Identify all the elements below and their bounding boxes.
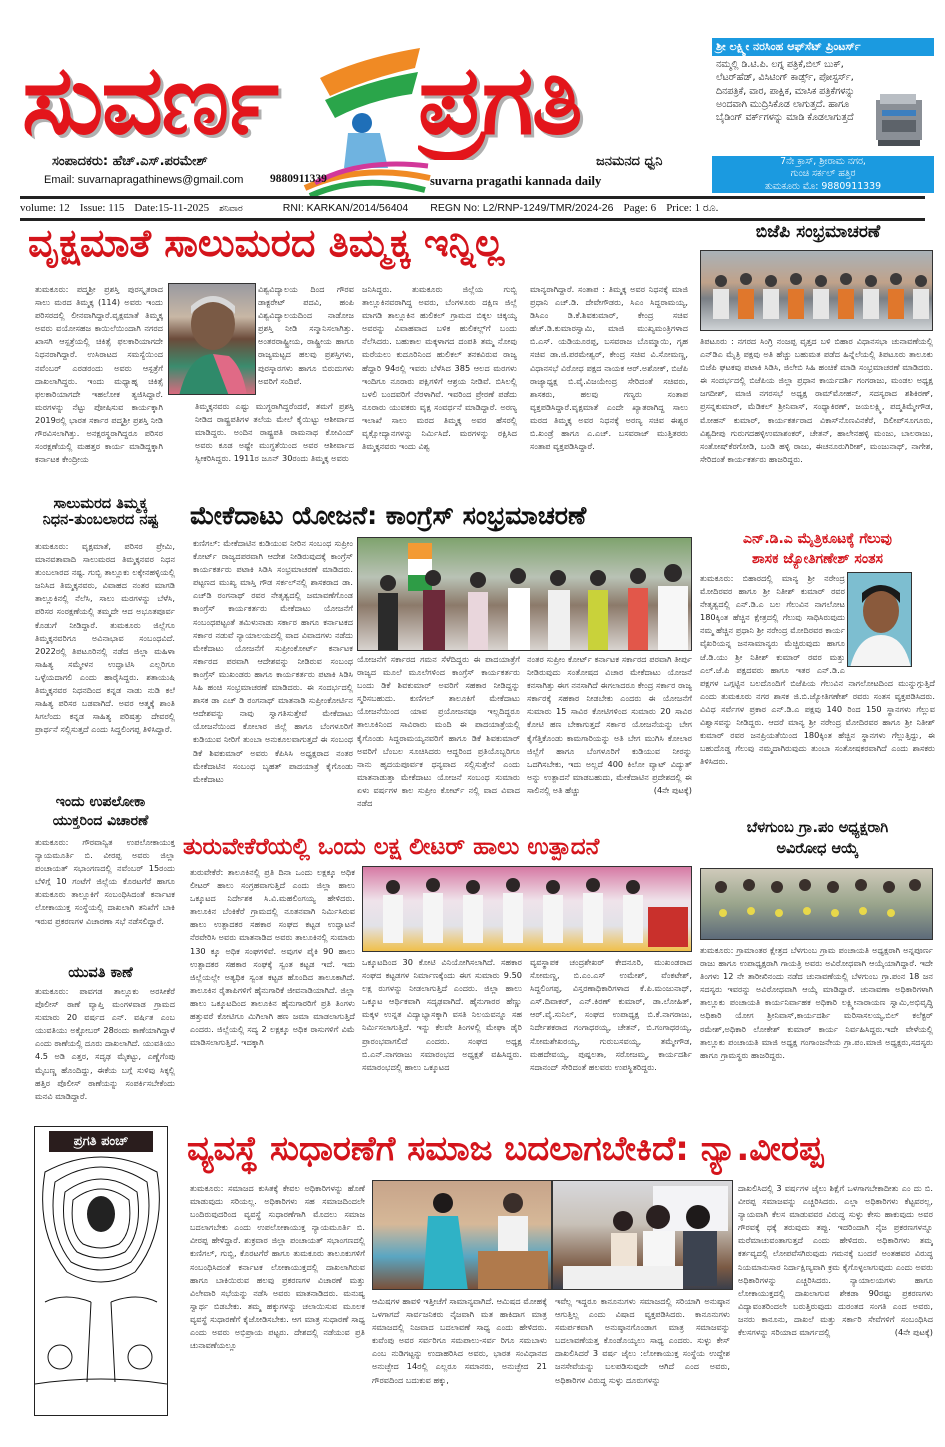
- group-photo-icon: [701, 869, 933, 940]
- ad-address-line3: ತುಮಕೂರು ಮೊ: 9880911339: [764, 180, 882, 192]
- editor-credit: ಸಂಪಾದಕರು: ಹೆಚ್.ಎಸ್.ಪರಮೇಶ್: [52, 154, 208, 169]
- group-photo-icon: [358, 538, 692, 651]
- tree-cartoon-illustration-icon: [35, 1152, 167, 1402]
- lokayukta-headline: [28, 793, 173, 831]
- thimmakka-loss-headline: [28, 497, 173, 529]
- mekedatu-headline: ಮೇಕೆದಾಟು ಯೋಜನೆ: ಕಾಂಗ್ರೆಸ್ ಸಂಭ್ರಮಾಚರಣೆ: [190, 503, 587, 530]
- volume-number: volume: 12: [20, 202, 70, 214]
- veerappa-col1: ತುಮಕೂರು: ಸಮಾಜದ ಕುಸಿತಕ್ಕೆ ಕೇವಲ ಅಧಿಕಾರಿಗಳನ್ನು ಹೊಣೆ ಮಾಡುವುದು ಸರಿಯಲ್ಲ. ಅಧಿಕಾರಿಗಳು ಸಹ ಸಮಾಜದಿಂದಲೇ ಬಂದಿರುವುದರಿಂದ ವ್ಯವಸ್ಥೆ ಸುಧಾರಣೆಗಾಗಿ ಮೊದಲು ಸಮಾಜ ಬದಲಾಗಬೇಕು ಎಂದು ಉಪಲೋಕಾಯುಕ್ತ ನ್ಯಾಯಮೂರ್ತಿ ಬಿ. ವೀರಪ್ಪ ಹೇಳಿದ್ದಾರೆ. ಶುಕ್ರವಾರ ಜಿಲ್ಲಾ ಪಂಚಾಯತ್ ಸಭಾಂಗಣದಲ್ಲಿ ಕುಣಿಗಲ್, ಗುಬ್ಬಿ, ಕೊರಟಗೆರೆ ಹಾಗೂ ತುಮಕೂರು ತಾಲೂಕುಗಳಿಗೆ ಸಂಬಂಧಿಸಿದಂತೆ ಕರ್ನಾಟಕ ಲೋಕಾಯುಕ್ತದಲ್ಲಿ ದಾಖಲಾಗಿರುವ ಹಾಗೂ ಬಾಕಿಯಿರುವ ಹಲವು ಪ್ರಕರಣಗಳ ವಿಚಾರಣೆ ಮತ್ತು ವಿಲೇವಾರಿ ಸಭೆಯನ್ನು ನಡೆಸಿ ಅವರು ಮಾತನಾಡಿದರು. ಮನುಷ್ಯ ಸ್ವಾರ್ಥ ಬಿಡಬೇಕು. ತಮ್ಮ ಹಕ್ಕುಗಳನ್ನು ಚಲಾಯಿಸುವ ಮೂಲಕ ವ್ಯವಸ್ಥೆ ಸುಧಾರಣೆಗೆ ಕೈಜೋಡಿಸಬೇಕು. ಆಗ ಮಾತ್ರ ಸುಧಾರಣೆ ಸಾಧ್ಯ ಎಂದು ಅವರು ಅಭಿಪ್ರಾಯ ಪಟ್ಟರು. ದೇಶದಲ್ಲಿ ನಡೆಯುವ ಪ್ರತಿ ಚುನಾವಣೆಯಲ್ಲೂ: [190, 1183, 365, 1351]
- nda-photo-spacer: [845, 572, 935, 670]
- lead-article-col2a: ವಿಶ್ವವಿದ್ಯಾಲಯ ದಿಂದ ಗೌರವ ಡಾಕ್ಟರೇಟ್ ಪದವಿ, ಹಂಪಿ ವಿಶ್ವವಿದ್ಯಾಲಯದಿಂದ ನಾಡೋಜ ಪ್ರಶಸ್ತಿ ನೀಡಿ ಸನ್ಮಾನಿಸಲಾಗಿತ್ತು. ಅಂತರರಾಷ್ಟ್ರೀಯ, ರಾಷ್ಟ್ರೀಯ ಹಾಗೂ ರಾಜ್ಯಮಟ್ಟದ ಹಲವು ಪ್ರಶಸ್ತಿಗಳು, ಪುರಸ್ಕಾರಗಳು ಹಾಗೂ ಬಿರುದುಗಳು ಅವರಿಗೆ ಸಂದಿವೆ.: [258, 284, 354, 386]
- ad-address-line2: ಗುಂಚಿ ಸರ್ಕಲ್ ಹತ್ತಿರ: [790, 168, 856, 180]
- ad-address: [712, 156, 934, 193]
- milk-col2: ಒಕ್ಕೂಟದಿಂದ 30 ಕೋಟಿ ವಿನಿಯೋಗಿಸಲಾಗಿದೆ. ಸಹಕಾರ ಸಂಘದ ಕಟ್ಟಡಗಳ ನಿರ್ಮಾಣಕ್ಕೆಂದು ಈಗ ಸುಮಾರು 9.50 ಲಕ್ಷ ರುಗಳನ್ನು ನೀಡಲಾಗುತ್ತಿದೆ ಎಂದರು. ಜಿಲ್ಲಾ ಹಾಲು ಒಕ್ಕೂಟ ಆರ್ಥಿಕವಾಗಿ ಸದೃಢವಾಗಿದೆ. ಹೈನುಗಾರರ ಹೆಣ್ಣು ಮಕ್ಕಳ ಉನ್ನತ ವಿದ್ಯಾಭ್ಯಾಸಕ್ಕಾಗಿ ವಸತಿ ನಿಲಯವನ್ನೂ ಸಹ ನಿರ್ಮಿಸಲಾಗುತ್ತಿದೆ. ಇನ್ನು ಕೆಲವೇ ತಿಂಗಳಲ್ಲಿ ಮೇಘಾ ಡೈರಿ ಪ್ರಾರಂಭವಾಗಲಿದೆ ಎಂದರು. ಸಂಘದ ಅಧ್ಯಕ್ಷ ಬಿ.ಎನ್.ನಾಗರಾಜು ಸಮಾರಂಭದ ಅಧ್ಯಕ್ಷತೆ ವಹಿಸಿದ್ದರು. ಸಮಾರಂಭದಲ್ಲಿ ಹಾಲು ಒಕ್ಕೂಟದ: [362, 957, 522, 1072]
- lead-article-col1: ತುಮಕೂರು: ಪದ್ಮಶ್ರೀ ಪ್ರಶಸ್ತಿ ಪುರಸ್ಕೃತರಾದ ಸಾಲು ಮರದ ತಿಮ್ಮಕ್ಕ (114) ಅವರು ಇಂದು ಪರಿಸರದಲ್ಲಿ ಲೀನವಾಗಿದ್ದಾರೆ.ವೃಕ್ಷಮಾತೆ ತಿಮ್ಮಕ್ಕ ಅವರು ವಯೋಸಹಜ ಕಾಯಿಲೆಯಿಂದಾಗಿ ನಗರದ ಖಾಸಗಿ ಆಸ್ಪತ್ರೆಯಲ್ಲಿ ಚಿಕಿತ್ಸೆ ಫಲಕಾರಿಯಾಗದೇ ನಿಧನರಾಗಿದ್ದಾರೆ. ಉಸಿರಾಟದ ಸಮಸ್ಯೆಯಿಂದ ನವೆಂಬರ್ ಎರಡರಂದು ಅವರು ಆಸ್ಪತ್ರೆಗೆ ದಾಖಲಾಗಿದ್ದರು. ಇಂದು ಮಧ್ಯಾಹ್ನ ಚಿಕಿತ್ಸೆ ಫಲಕಾರಿಯಾಗದೇ ಇಹಲೋಕ ತ್ಯಜಿಸಿದ್ದಾರೆ. ಮರಗಳನ್ನು ನೆಟ್ಟು ಪೋಷಿಸುವ ಕಾರ್ಯಕ್ಕಾಗಿ 2019ರಲ್ಲಿ ಭಾರತ ಸರ್ಕಾರ ಪದ್ಮಶ್ರೀ ಪ್ರಶಸ್ತಿ ನೀಡಿ ಗೌರವಿಸಲಾಗಿತ್ತು. ಅನಕ್ಷರಸ್ಥರಾಗಿದ್ದರೂ ಪರಿಸರ ಸಂರಕ್ಷಣೆಯಲ್ಲಿ ಮಹತ್ತರ ಕಾರ್ಯ ಮಾಡಿದ್ದಕ್ಕಾಗಿ ಕರ್ನಾಟಕ ಕೇಂದ್ರೀಯ: [35, 284, 163, 465]
- congress-celebration-photo: [357, 537, 692, 651]
- thimmakka-loss-body: ತುಮಕೂರು: ವೃಕ್ಷಮಾತೆ, ಪರಿಸರ ಪ್ರೇಮಿ, ಮಾನವತಾವಾದಿ ಸಾಲುಮರದ ತಿಮ್ಮಕ್ಕನವರ ನಿಧನ ತುಂಬಲಾರದ ನಷ್ಟ. ಗುಬ್ಬಿ ತಾಲ್ಲೂಕು ಲಕ್ಕೇನಹಳ್ಳಿಯಲ್ಲಿ ಜನಿಸಿದ ತಿಮ್ಮಕ್ಕನವರು, ವಿವಾಹದ ನಂತರ ಮಾಗಡಿ ತಾಲ್ಲೂಕಿನಲ್ಲಿ ನೆಲೆಸಿ, ಸಾಲು ಮರಗಳನ್ನು ಬೆಳೆಸಿ, ಪರಿಸರ ಸಂರಕ್ಷಣೆಯಲ್ಲಿ ತಮ್ಮದೇ ಆದ ಅಭೂತಪೂರ್ವ ಕೊಡುಗೆ ನೀಡಿದ್ದಾರೆ. ತುಮಕೂರು ಜಿಲ್ಲೆಗೂ ತಿಮ್ಮಕ್ಕನವರಿಗೂ ಅವಿನಾಭಾವ ಸಂಬಂಧವಿದೆ. 2022ರಲ್ಲಿ ತಿಪಟೂರಿನಲ್ಲಿ ನಡೆದ ಜಿಲ್ಲಾ ಮಹಿಳಾ ಸಾಹಿತ್ಯ ಸಮ್ಮೇಳನ ಉದ್ಘಾಟಿಸಿ ಎಲ್ಲರಿಗೂ ಒಳ್ಳೆಯದಾಗಲಿ ಎಂದು ಹಾರೈಸಿದ್ದರು. ಶತಾಯುಷಿ ತಿಮ್ಮಕ್ಕನವರ ನಿಧನದಿಂದ ಕನ್ನಡ ನಾಡು ನುಡಿ ಕಲೆ ಸಾಹಿತ್ಯ ಪರಿಸರ ಬಡವಾಗಿದೆ. ಅವರ ಆತ್ಮಕ್ಕೆ ಶಾಂತಿ ಸಿಗಲೆಂದು ಕನ್ನಡ ಸಾಹಿತ್ಯ ಪರಿಷತ್ತು ದೇವರಲ್ಲಿ ಪ್ರಾರ್ಥನೆ ಸಲ್ಲಿಸುತ್ತದೆ ಎಂದು ಸಿದ್ದಲಿಂಗಪ್ಪ ತಿಳಿಸಿದ್ದಾರೆ.: [35, 541, 175, 735]
- meeting-photo-icon: [373, 1181, 552, 1290]
- mekedatu-col1: ಕುಣಿಗಲ್: ಮೇಕೆದಾಟಿನ ಕುಡಿಯುವ ನೀರಿನ ಸಂಬಂಧ ಸುಪ್ರೀಂ ಕೋರ್ಟ್ ರಾಜ್ಯದಪರವಾಗಿ ಆದೇಶ ನೀಡಿರುವುದಕ್ಕೆ ಕಾಂಗ್ರೆಸ್ ಕಾರ್ಯಕರ್ತರು ಪಟಾಕಿ ಸಿಡಿಸಿ ಸಂಭ್ರಮಾಚರಣೆ ಮಾಡಿದರು. ಪಟ್ಟಣದ ಮುಖ್ಯ ಮಾಸ್ತಿ ಗೌಡ ಸರ್ಕಲ್‌ನಲ್ಲಿ ಶಾಸಕರಾದ ಡಾ. ಎಚ್‌ಡಿ ರಂಗನಾಥ್ ರವರ ನೇತೃತ್ವದಲ್ಲಿ ಜಮಾವಣೆಗೊಂಡ ಕಾಂಗ್ರೆಸ್ ಕಾರ್ಯಕರ್ತರು ಮೇಕೆದಾಟು ಯೋಜನೆಗೆ ಸಂಬಂಧಪಟ್ಟಂತೆ ತಮಿಳುನಾಡು ಸರ್ಕಾರ ಹಾಗೂ ಕರ್ನಾಟಕದ ಸರ್ಕಾರ ನಡುವೆ ನ್ಯಾಯಾಲಯದಲ್ಲಿ ವಾದ ವಿವಾದಗಳು ನಡೆದು ಮೇಕೆದಾಟು ಯೋಜನೆಗೆ ಸುಪ್ರೀಂಕೋರ್ಟ್ ಕರ್ನಾಟಕ ಸರ್ಕಾರದ ಪರವಾಗಿ ಆದೇಶವನ್ನು ನೀಡಿರುವ ಸಂಬಂಧ ಕಾಂಗ್ರೆಸ್ ಮುಖಂಡರು ಹಾಗೂ ಕಾರ್ಯಕರ್ತರು ಪಟಾಕಿ ಸಿಡಿಸಿ ಸಿಹಿ ಹಂಚಿ ಸಂಭ್ರಮಾಚರಣೆ ಮಾಡಿದರು. ಈ ಸಂದರ್ಭದಲ್ಲಿ ಶಾಸಕ ಡಾ ಎಚ್ ಡಿ ರಂಗನಾಥ್ ಮಾತನಾಡಿ ಸುಪ್ರೀಂಕೋರ್ಟಿನ ಆದೇಶವನ್ನು ನಾವು ಸ್ವಾಗತಿಸುತ್ತೇವೆ ಮೇಕೆದಾಟು ಯೋಜನೆಯಿಂದ ಕೋಲಾರ ಜಿಲ್ಲೆ ಹಾಗೂ ಬೆಂಗಳೂರಿಗೆ ಕುಡಿಯುವ ನೀರಿಗೆ ತುಂಬಾ ಅನುಕೂಲವಾಗುತ್ತದೆ ಈ ಸಂಬಂಧ ಡಿಕೆ ಶಿವಕುಮಾರ್ ಅವರು ಕೆಪಿಸಿಸಿ ಅಧ್ಯಕ್ಷರಾದ ನಂತರ ಮೇಕೆದಾಟಿನ ಸಂಬಂಧ ಬೃಹತ್ ಪಾದಯಾತ್ರೆ ಕೈಗೊಂಡು ಮೇಕೆದಾಟು: [193, 538, 353, 784]
- mekedatu-col2: ಯೋಜನೆಗೆ ಸರ್ಕಾರದ ಗಮನ ಸೆಳೆದಿದ್ದರು ಈ ಪಾದಯಾತ್ರೆಗೆ ರಾಜ್ಯದ ಮೂಲೆ ಮೂಲೆಗಳಿಂದ ಕಾಂಗ್ರೆಸ್ ಕಾರ್ಯಕರ್ತರು ಬಂದು ಡಿಕೆ ಶಿವಕುಮಾರ್ ಅವರಿಗೆ ಸಹಕಾರ ನೀಡಿದ್ದನ್ನು ಸ್ಮರಿಸಬಹುದು. ಕುಣಿಗಲ್ ತಾಲೂಕಿಗೆ ಮೇಕೆದಾಟು ಯೋಜನೆಯಿಂದ ಯಾವ ಪ್ರಯೋಜನವೂ ಇಲ್ಲದಿದ್ದರೂ ತಾಲೂಕಿನಿಂದ ಸಾವಿರಾರು ಮಂದಿ ಈ ಪಾದಯಾತ್ರೆಯಲ್ಲಿ ಕೈಗೊಂಡು ಸಿದ್ದರಾಮಯ್ಯನವರಿಗೆ ಹಾಗೂ ಡಿಕೆ ಶಿವಕುಮಾರ್ ಅವರಿಗೆ ಬೆಂಬಲ ಸೂಚಿಸಿದರು ಆದ್ದರಿಂದ ಪ್ರತಿಯೊಬ್ಬರಿಗೂ ನಾನು ಹೃದಯಪೂರ್ವಕ ಧನ್ಯವಾದ ಸಲ್ಲಿಸುತ್ತೇನೆ ಎಂದು ಮಾತನಾಡುತ್ತಾ ಮೇಕೆದಾಟು ಯೋಜನೆ ಸಂಬಂಧ ಸುಮಾರು ಏಳು ವರ್ಷಗಳ ಕಾಲ ಸುಪ್ರೀಂ ಕೋರ್ಟ್ ನಲ್ಲಿ ವಾದ ವಿವಾದ ನಡೆದ: [357, 654, 520, 809]
- lead-article-col4: ಮಾನ್ಯರಾಗಿದ್ದಾರೆ. ಸಂತಾಪ : ತಿಮ್ಮಕ್ಕ ಅವರ ನಿಧನಕ್ಕೆ ಮಾಜಿ ಪ್ರಧಾನಿ ಎಚ್.ಡಿ. ದೇವೇಗೌಡರು, ಸಿಎಂ ಸಿದ್ದರಾಮಯ್ಯ, ಡಿಸಿಎಂ ಡಿ.ಕೆ.ಶಿವಕುಮಾರ್, ಕೇಂದ್ರ ಸಚಿವ ಹೆಚ್.ಡಿ.ಕುಮಾರಸ್ವಾಮಿ, ಮಾಜಿ ಮುಖ್ಯಮಂತ್ರಿಗಳಾದ ಬಿ.ಎಸ್. ಯಡಿಯೂರಪ್ಪ, ಬಸವರಾಜ ಬೊಮ್ಮಾಯಿ, ಗೃಹ ಸಚಿವ ಡಾ.ಜಿ.ಪರಮೇಶ್ವರ್, ಕೇಂದ್ರ ಸಚಿವ ವಿ.ಸೋಮಣ್ಣ, ವಿಧಾನಸಭೆ ವಿರೋಧ ಪಕ್ಷದ ನಾಯಕ ಆರ್.ಅಶೋಕ್, ಬಿಜೆಪಿ ರಾಜ್ಯಾಧ್ಯಕ್ಷ ಬಿ.ವೈ.ವಿಜಯೇಂದ್ರ ಸೇರಿದಂತೆ ಸಚಿವರು, ಶಾಸಕರು, ಹಲವು ಗಣ್ಯರು ಸಂತಾಪ ವ್ಯಕ್ತಪಡಿಸಿದ್ದಾರೆ.ವೃಕ್ಷಮಾತೆ ಎಂದೇ ಖ್ಯಾತರಾಗಿದ್ದ ಸಾಲು ಮರದ ತಿಮ್ಮಕ್ಕ ಅವರ ನಿಧನಕ್ಕೆ ಅರಣ್ಯ ಸಚಿವ ಈಶ್ವರ ಬಿ.ಖಂಡ್ರೆ ಹಾಗೂ ಎ.ಎಚ್. ಬಸವರಾಜ್ ಮುತ್ತಿತರರು ಸಂತಾಪ ವ್ಯಕ್ತಪಡಿಸಿದ್ದಾರೆ.: [530, 284, 688, 452]
- nda-headline: [700, 530, 935, 569]
- veerappa-meeting-photo-right: [552, 1180, 733, 1290]
- ribbon-cutting-icon: [363, 867, 692, 952]
- nda-body-text: ತುಮಕೂರು: ಬಿಹಾರದಲ್ಲಿ ಮಾನ್ಯ ಶ್ರೀ ನರೇಂದ್ರ ಮೋದಿರವರ ಹಾಗೂ ಶ್ರೀ ನಿತೀಶ್ ಕುಮಾರ್ ರವರ ನೇತೃತ್ವದಲ್ಲಿ ಎನ್.ಡಿ.ಎ ಬಲ ಗೆಲುವಿನ ನಾಗಲೋಟ 180ಕ್ಕಿಂತ ಹೆಚ್ಚಿನ ಕ್ಷೇತ್ರದಲ್ಲಿ ಗೆಲುವು ಸಾಧಿಸಿರುವುದು ನಮ್ಮ ಹೆಚ್ಚಿನ ಪ್ರಧಾನಿ ಶ್ರೀ ನರೇಂದ್ರ ಮೋದಿರವರ ಕಾರ್ಯ ವೈಖರಿಯನ್ನ ಜನಸಾಮಾನ್ಯರು ಮೆಚ್ಚಿರುವುದು ಹಾಗೂ ಜೆ.ಡಿ.ಯು ಶ್ರೀ ನಿತೀಶ್ ಕುಮಾರ್ ರವರ ಮತ್ತು ಎಲ್.ಜೆ.ಪಿ ಪಕ್ಷದವರು ಹಾಗೂ ಇತರ ಎನ್.ಡಿ.ಎ ಪಕ್ಷಗಳ ಒಗ್ಗಟ್ಟಿನ ಬಲದೊಂದಿಗೆ ಬಿಜೆಪಿಯ ಗೆಲುವಿನ ನಾಗಲೋಟದಿಂದ ಮುನ್ನುಗ್ಗುತ್ತಿದೆ ಎಂದು ತುಮಕೂರು ನಗರ ಶಾಸಕ ಜಿ.ಬಿ.ಜ್ಯೋತಿಗಣೇಶ್ ರವರು ಸಂತಸ ವ್ಯಕ್ತಪಡಿಸಿದರು. ವಿವಿಧ ಸರ್ವೆಗಳ ಪ್ರಕಾರ ಎನ್.ಡಿ.ಎ ಪಕ್ಷವು 140 ರಿಂದ 150 ಸ್ಥಾನಗಳು ಗೆಲ್ಲುವ ವಿಶ್ವಾಸವನ್ನು ನೀಡಿದ್ದರು. ಆದರೆ ಮಾನ್ಯ ಶ್ರೀ ನರೇಂದ್ರ ಮೋದಿರವರ ಹಾಗೂ ಶ್ರೀ ನಿತೀಶ್ ಕುಮಾರ್ ರವರ ಜನಪ್ರಿಯತೆಯಿಂದ 180ಕ್ಕಿಂತ ಹೆಚ್ಚಿನ ಸ್ಥಾನಗಳು ಗೆಲ್ಲುತ್ತಿದ್ದು, ಈ ಬಹುದೊಡ್ಡ ಗೆಲುವು ನಮ್ಮದಾಗಿರುವುದು ತುಂಬಾ ಸಂತೋಷಕರವಾಗಿದೆ ಎಂದು ಶಾಸಕರು ತಿಳಿಸಿದರು.: [700, 573, 935, 767]
- contact-phone: 9880911339: [270, 173, 327, 185]
- lokayukta-headline-line1: ಇಂದು ಉಪಲೋಕಾ: [55, 794, 146, 810]
- mekedatu-col3: [527, 653, 692, 828]
- veerappa-col4: [738, 1182, 933, 1410]
- missing-headline: ಯುವತಿ ಕಾಣೆ: [68, 966, 133, 981]
- masthead-divider-bottom: [20, 218, 925, 221]
- thimmakka-photo: [168, 283, 256, 395]
- mekedatu-continued-link[interactable]: (4ನೇ ಪುಟಕ್ಕೆ): [653, 784, 692, 795]
- contact-email: Email: suvarnapragathinews@gmail.com: [44, 174, 244, 186]
- veerappa-meeting-photo-left: [372, 1180, 552, 1290]
- price: Price: 1 ರೂ.: [666, 201, 719, 214]
- crowd-photo-icon: [701, 251, 933, 331]
- lokayukta-body: ತುಮಕೂರು: ಗೌರವಾನ್ವಿತ ಉಪಲೋಕಾಯುಕ್ತ ನ್ಯಾಯಮೂರ್ತಿ ಬಿ. ವೀರಪ್ಪ ಅವರು ಜಿಲ್ಲಾ ಪಂಚಾಯತ್ ಸಭಾಂಗಣದಲ್ಲಿ ನವೆಂಬರ್ 15ರಂದು ಬೆಳಿಗ್ಗೆ 10 ಗಂಟೆಗೆ ಜಿಲ್ಲೆಯ ಕೊರಟಗೆರೆ ಹಾಗೂ ತುಮಕೂರು ತಾಲ್ಲೂಕಿಗೆ ಸಂಬಂಧಿಸಿದಂತೆ ಕರ್ನಾಟಕ ಲೋಕಾಯುಕ್ತ ಸಂಸ್ಥೆಯಲ್ಲಿ ದಾಖಲಾಗಿ ತನಿಖೆಗೆ ಬಾಕಿ ಇರುವ ಪ್ರಕರಣಗಳ ವಿಚಾರಣಾ ಸಭೆ ನಡೆಸಲಿದ್ದಾರೆ.: [35, 837, 175, 926]
- lokayukta-headline-line2: ಯುಕ್ತರಿಂದ ವಿಚಾರಣೆ: [52, 812, 149, 829]
- veerappa-col2: ಆಮಿಷಗಳ ಹಾವಳಿ ಇತ್ತೀಚೆಗೆ ಸಾಮಾನ್ಯವಾಗಿದೆ. ಆಮಿಷದ ಮೋಹಕ್ಕೆ ಒಳಗಾಗದೆ ಸಾರ್ವಜನಿಕರು ನೈಜವಾಗಿ ಮತ ಹಾಕಿದಾಗ ಮಾತ್ರ ಸಮಾಜದಲ್ಲಿ ನಿಜವಾದ ಬದಲಾವಣೆ ಸಾಧ್ಯ ಎಂದು ಹೇಳಿದರು. ಕುವೆಂಪು ಅವರ ಸರ್ವರಿಗೂ ಸಮಪಾಲು-ಸರ್ವ ರಿಗೂ ಸಮಬಾಳು ಎಂಬ ನುಡಿಗಟ್ಟನ್ನು ಉದಾಹರಿಸಿದ ಅವರು, ಭಾರತ ಸಂವಿಧಾನದ ಅನುಚ್ಛೇದ 14ರಲ್ಲಿ ಎಲ್ಲರೂ ಸಮಾನರು, ಅನುಚ್ಛೇದ 21 ಗೌರವದಿಂದ ಬದುಕುವ ಹಕ್ಕು,: [372, 1296, 547, 1385]
- belagumba-headline: [700, 818, 935, 860]
- veerappa-col4-text: ದಾಖಲಿಸಿದಲ್ಲಿ 3 ವರ್ಷಗಳ ಜೈಲು ಶಿಕ್ಷೆಗೆ ಒಳಗಾಗಬೇಕಾದೀತು ಎಂ ದು ಬಿ. ವೀರಪ್ಪ ಸಮಾಜವನ್ನು ಎಚ್ಚರಿಸಿದರು. ಎಲ್ಲಾ ಅಧಿಕಾರಿಗಳು ಕೆಟ್ಟವರಲ್ಲ, ನ್ಯಾಯವಾಗಿ ಕೆಲಸ ಮಾಡುವವರ ವಿರುದ್ಧ ಸುಳ್ಳು ಕೇಸು ಹಾಕುವುದು ಅವರ ಗೌರವಕ್ಕೆ ಧಕ್ಕೆ ತರುವುದು ತಪ್ಪು. ಇದರಿಂದಾಗಿ ನೈಜ ಪ್ರಕರಣಗಳನ್ನೂ ಮರೆಮಾಚುವಂತಾಗುತ್ತದೆ ಎಂದು ಹೇಳಿದರು. ಅಧಿಕಾರಿಗಳು ತಮ್ಮ ಕರ್ತವ್ಯದಲ್ಲಿ ಲೋಪವೆಸಗಿರುವುದು ಗಮನಕ್ಕೆ ಬಂದರೆ ಅಂತಹವರ ವಿರುದ್ಧ ನಿಯಮಾನುಸಾರ ನಿರ್ದಾಕ್ಷಿಣ್ಯವಾಗಿ ಕ್ರಮ ಕೈಗೊಳ್ಳಲಾಗುವುದು ಎಂದು ಅವರು ಅಧಿಕಾರಿಗಳನ್ನು ಎಚ್ಚರಿಸಿದರು. ನ್ಯಾಯಾಲಯಗಳು ಹಾಗೂ ಲೋಕಾಯುಕ್ತದಲ್ಲಿ ದಾಖಲಾಗುವ ಶೇಕಡಾ 90ರಷ್ಟು ಪ್ರಕರಣಗಳು ವಿದ್ಯಾವಂತರಿಂದಲೇ ಬರುತ್ತಿರುವುದು ದುರಂತದ ಸಂಗತಿ ಎಂದ ಅವರು, ಜನರು ಕಾನೂನು, ದಾಖಲೆ ಮತ್ತು ಸರ್ಕಾರಿ ಸೇವೆಗಳಿಗೆ ಸಂಬಂಧಿಸಿದ ಕೆಲಸಗಳನ್ನು ಸರಿಯಾದ ಮಾರ್ಗದಲ್ಲಿ: [738, 1183, 933, 1338]
- pragathi-punch-cartoon: [34, 1126, 168, 1416]
- thimmakka-loss-headline-line1: ಸಾಲುಮರದ ತಿಮ್ಮಕ್ಕ: [53, 497, 148, 512]
- missing-body: ತುಮಕೂರು: ಪಾವಗಡ ತಾಲ್ಲೂಕು ಅರಸೀಕೆರೆ ಪೊಲೀಸ್ ಠಾಣೆ ವ್ಯಾಪ್ತಿ ಮಂಗಳವಾಡ ಗ್ರಾಮದ ಸುಮಾರು 20 ವರ್ಷದ ಎನ್. ವರ್ಷಿತ ಎಂಬ ಯುವತಿಯು ಅಕ್ಟೋಬರ್ 28ರಂದು ಕಾಣೆಯಾಗಿದ್ದಾಳೆ ಎಂದು ಠಾಣೆಯಲ್ಲಿ ದೂರು ದಾಖಲಾಗಿದೆ. ಯುವತಿಯು 4.5 ಅಡಿ ಎತ್ತರ, ಸದೃಢ ಮೈಕಟ್ಟು, ಎಣ್ಣೆಗೆಂಪು ಮೈಬಣ್ಣ ಹೊಂದಿದ್ದು, ಈಕೆಯ ಬಗ್ಗೆ ಸುಳಿವು ಸಿಕ್ಕಲ್ಲಿ ಹತ್ತಿರ ಪೊಲೀಸ್ ಠಾಣೆಯನ್ನು ಸಂಪರ್ಕಿಸಬೇಕೆಂದು ಮನವಿ ಮಾಡಿದ್ದಾರೆ.: [35, 986, 175, 1101]
- masthead-title-suvarna: ಸುವರ್ಣ: [22, 52, 277, 156]
- lead-article-col3: ಜನಿಸಿದ್ದರು. ತುಮಕೂರು ಜಿಲ್ಲೆಯ ಗುಬ್ಬಿ ತಾಲ್ಲೂಕಿನವರಾಗಿದ್ದ ಅವರು, ಬೆಂಗಳೂರು ದಕ್ಷಿಣ ಜಿಲ್ಲೆ ಮಾಗಡಿ ತಾಲ್ಲೂಕಿನ ಹುಲಿಕಲ್ ಗ್ರಾಮದ ಬಿಕ್ಕಲ ಚಿಕ್ಕಯ್ಯ ಅವರನ್ನು ವಿವಾಹವಾದ ಬಳಿಕ ಹುಲಿಕಲ್ಲ್‌ಗೆ ಬಂದು ನೆಲೆಸಿದರು. ಬಹುಕಾಲ ಮಕ್ಕಳಾಗದ ದಂಪತಿ ತಮ್ಮ ನೋವು ಮರೆಯಲು ಕುದೂರಿನಿಂದ ಹುಲಿಕಲ್ ತನಕವಿರುವ ರಾಜ್ಯ ಹೆದ್ದಾರಿ 94ರಲ್ಲಿ ಇವರು ಬೆಳೆಸಿದ 385 ಆಲದ ಮರಗಳು ಇಂದಿಗೂ ನೂರಾರು ಪಕ್ಷಿಗಳಿಗೆ ಆಶ್ರಯ ನೀಡಿವೆ. ಬಿಸಿಲಲ್ಲಿ ಬಳಲಿ ಬಂದವರಿಗೆ ನೆರಳಾಗಿವೆ. ಇವರಿಂದ ಪ್ರೇರಣೆ ಪಡೆದು ನೂರಾರು ಯುವಕರು ವೃಕ್ಷ ಸಂವರ್ಧನೆ ಮಾಡಿದ್ದಾರೆ. ಅರಣ್ಯ ಇಲಾಖೆ ಸಾಲು ಮರದ ತಿಮ್ಮಕ್ಕ ಅವರ ಹೆಸರಲ್ಲಿ ವೃಕ್ಷೋದ್ಯಾನಗಳನ್ನು ನಿರ್ಮಿಸಿದೆ. ಮರಗಳನ್ನು ರಕ್ಷಿಸಿದ ತಿಮ್ಮಕ್ಕನವರು ಇಂದು ವಿಶ್ವ: [362, 284, 517, 452]
- veerappa-continued-link[interactable]: (4ನೇ ಪುಟಕ್ಕೆ): [894, 1327, 933, 1338]
- rni-number: RNI: KARKAN/2014/56404: [282, 202, 409, 214]
- lead-headline: ವೃಕ್ಷಮಾತೆ ಸಾಲುಮರದ ತಿಮ್ಮಕ್ಕ ಇನ್ನಿಲ್ಲ: [28, 224, 505, 265]
- ad-body: ನಮ್ಮಲ್ಲಿ ಡಿ.ಟಿ.ಪಿ. ಲಗ್ನ ಪತ್ರಿಕೆ,ಬಿಲ್ ಬುಕ್, ಲೆಟರ್‌ಹೆಡ್, ವಿಸಿಟಿಂಗ್ ಕಾರ್ಡ್ಸ್, ಪೋಸ್ಟರ್ಸ್, ದಿನಪತ್ರಿಕೆ, ವಾರ, ಪಾಕ್ಷಿಕ, ಮಾಸಿಕ ಪತ್ರಿಕೆಗಳನ್ನು ಅಂದವಾಗಿ ಮುದ್ರಿಸಿಕೊಡ ಲಾಗುತ್ತದೆ. ಹಾಗೂ ಬೈಡಿಂಗ್ ವರ್ಕ್‌ಗಳನ್ನು ಮಾಡಿ ಕೊಡಲಾಗುತ್ತದೆ: [716, 59, 855, 124]
- english-tagline: suvarna pragathi kannada daily: [430, 174, 602, 188]
- regn-number: REGN No: L2/RNP-1249/TMR/2024-26: [430, 202, 614, 214]
- cartoon-title: ಪ್ರಗತಿ ಪಂಚ್: [49, 1131, 153, 1152]
- belagumba-headline-line2: ಅವಿರೋಧ ಆಯ್ಕೆ: [776, 841, 859, 858]
- elderly-woman-portrait-icon: [169, 284, 256, 395]
- milk-headline: ತುರುವೇಕೆರೆಯಲ್ಲಿ ಒಂದು ಲಕ್ಷ ಲೀಟರ್ ಹಾಲು ಉತ್ಪಾದನೆ: [183, 836, 600, 860]
- ad-title: ಶ್ರೀ ಲಕ್ಷ್ಮೀ ನರಸಿಂಹ ಆಫ್‌ಸೆಟ್ ಪ್ರಿಂಟರ್ಸ್: [712, 38, 934, 56]
- thimmakka-loss-headline-line2: ನಿಧನ-ತುಂಬಲಾರದ ನಷ್ಟ: [42, 511, 159, 528]
- lead-article-col2b: ತಿಮ್ಮಕ್ಕನವರು ಎಷ್ಟು ಮುಗ್ಧರಾಗಿದ್ದರೆಂದರೆ, ತಮಗೆ ಪ್ರಶಸ್ತಿ ನೀಡಿದ ರಾಷ್ಟ್ರಪತಿಗಳ ತಲೆಯ ಮೇಲೆ ಕೈಯಿಟ್ಟು ಆಶೀರ್ವಾದ ಮಾಡಿದ್ದರು. ಅಂದಿನ ರಾಷ್ಟ್ರಪತಿ ರಾಮನಾಥ ಕೋವಿಂದ್ ಅವರು ಕೂಡ ಅಷ್ಟೇ ಮುಗ್ಧತೆಯಿಂದ ಅವರ ಆಶೀರ್ವಾದ ಸ್ವೀಕರಿಸಿದ್ದರು. 1911ರ ಜೂನ್ 30ರಂದು ತಿಮ್ಮಕ್ಕ ಅವರು: [195, 401, 354, 464]
- bjp-celebration-photo: [700, 250, 933, 331]
- officials-photo-icon: [553, 1181, 733, 1290]
- printer-advertisement: [712, 38, 934, 193]
- page-number: Page: 6: [623, 202, 657, 214]
- printing-press-icon: [872, 90, 927, 150]
- mekedatu-col3-text: ನಂತರ ಸುಪ್ರೀಂ ಕೋರ್ಟ್ ಕರ್ನಾಟಕ ಸರ್ಕಾರದ ಪರವಾಗಿ ತೀರ್ಪು ನೀಡಿರುವುದು ಸಂತೋಷದ ವಿಚಾರ ಮೇಕೆದಾಟು ಯೋಜನೆ ಕನಸಾಗಿತ್ತು ಈಗ ನನಸಾಗಿದೆ ಈಗಲಾದರೂ ಕೇಂದ್ರ ಸರ್ಕಾರ ರಾಜ್ಯ ಸರ್ಕಾರಕ್ಕೆ ಸಹಕಾರ ನೀಡಬೇಕು ಎಂದರು ಈ ಯೋಜನೆಗೆ ಸುಮಾರು 15 ಸಾವಿರ ಕೋಟಿಗಳಿಂದ ಸುಮಾರು 20 ಸಾವಿರ ಕೋಟಿ ಹಣ ಬೇಕಾಗುತ್ತದೆ ಸರ್ಕಾರ ಯೋಜನೆಯನ್ನು ಬೇಗ ಕೈಗೆತ್ತಿಕೊಂಡು ಕಾಮಗಾರಿಯನ್ನು ಅತಿ ಬೇಗ ಮುಗಿಸಿ ಕೋಲಾರ ಜಿಲ್ಲೆಗೆ ಹಾಗೂ ಬೆಂಗಳೂರಿಗೆ ಕುಡಿಯುವ ನೀರನ್ನು ಒದಗಿಸಬೇಕು, ಇದು ಅಲ್ಲದೆ 400 ಕಿಲೋ ವ್ಯಾಟ್ ವಿದ್ಯುತ್ ಅನ್ನು ಉತ್ಪಾದನೆ ಮಾಡಬಹುದು, ಮೇಕೆದಾಟಿನ ಪ್ರದೇಶದಲ್ಲಿ ಈ ಸಾಲಿನಲ್ಲಿ ಅತಿ ಹೆಚ್ಚು: [527, 654, 692, 795]
- belagumba-headline-line1: ಬೆಳಗುಂಬ ಗ್ರಾ.ಪಂ ಅಧ್ಯಕ್ಷರಾಗಿ: [746, 820, 889, 836]
- ad-address-line1: 7ನೇ ಕ್ರಾಸ್, ಶ್ರೀರಾಮ ನಗರ,: [780, 156, 866, 167]
- belagumba-group-photo: [700, 868, 933, 940]
- veerappa-col3: ಇವೆಲ್ಲ ಇದ್ದರೂ ಕಾನೂನುಗಳು ಸಮಾಜದಲ್ಲಿ ಸರಿಯಾಗಿ ಅನುಷ್ಠಾನ ಆಗುತ್ತಿಲ್ಲ ಎಂದು ವಿಷಾದ ವ್ಯಕ್ತಪಡಿಸಿದರು. ಕಾನೂನುಗಳು ಸಮರ್ಪಕವಾಗಿ ಅನುಷ್ಠಾನಗೊಂಡಾಗ ಮಾತ್ರ ಸಮಾಜವನ್ನು ಬದಲಾವಣೆಯತ್ತ ಕೊಂಡೊಯ್ಯಲು ಸಾಧ್ಯ ಎಂದರು. ಸುಳ್ಳು ಕೇಸ್ ದಾಖಲಿಸಿದರೆ 3 ವರ್ಷ ಜೈಲು :ಲೋಕಾಯುಕ್ತ ಸಂಸ್ಥೆಯ ಉದ್ದೇಶ ಜನಸೇವೆಯನ್ನು ಬಲಪಡಿಸುವುದೇ ಆಗಿದೆ ಎಂದ ಅವರು, ಅಧಿಕಾರಿಗಳ ವಿರುದ್ಧ ಸುಳ್ಳು ದೂರುಗಳನ್ನು: [555, 1296, 730, 1385]
- milk-col1: ತುರುವೇಕೆರೆ: ತಾಲೂಕಿನಲ್ಲಿ ಪ್ರತಿ ದಿನಾ ಒಂದು ಲಕ್ಷಕ್ಕೂ ಅಧಿಕ ಲೀಟರ್ ಹಾಲು ಸಂಗ್ರಹವಾಗುತ್ತಿದೆ ಎಂದು ಜಿಲ್ಲಾ ಹಾಲು ಒಕ್ಕೂಟದ ನಿರ್ದೇಶಕ ಸಿ.ವಿ.ಮಹಲಿಂಗಯ್ಯ ಹೇಳಿದರು. ತಾಲೂಕಿನ ಬೆಂಕಿಕೆರೆ ಗ್ರಾಮದಲ್ಲಿ ನೂತನವಾಗಿ ನಿರ್ಮಿಸಿರುವ ಹಾಲು ಉತ್ಪಾದಕರ ಸಹಕಾರ ಸಂಘದ ಕಟ್ಟಡ ಉದ್ಘಾಟನೆ ನೆರವೇರಿಸಿ ಅವರು ಮಾತನಾಡಿದ ಅವರು ತಾಲೂಕಿನಲ್ಲಿ ಸುಮಾರು 130 ಕ್ಕೂ ಅಧಿಕ ಸಂಘಗಳಿವೆ. ಅವುಗಳ ಪೈಕಿ 90 ಹಾಲು ಉತ್ಪಾದಕರ ಸಹಕಾರ ಸಂಘಕ್ಕೆ ಸ್ವಂತ ಕಟ್ಟಡ ಇದೆ. ಇದು ಜಿಲ್ಲೆಯಲ್ಲೇ ಅತ್ಯಧಿಕ ಸ್ವಂತ ಕಟ್ಟಡ ಹೊಂದಿದ ತಾಲೂಕಾಗಿದೆ. ತಾಲೂಕಿನ ರೈತಾಪಿಗಳಿಗೆ ಹೈನುಗಾರಿಕೆ ಜೀವನಾಡಿಯಾಗಿದೆ. ಜಿಲ್ಲಾ ಹಾಲು ಒಕ್ಕೂಟದಿಂದ ತಾಲೂಕಿನ ಹೈನುಗಾರರಿಗೆ ಪ್ರತಿ ತಿಂಗಳು ಹತ್ತುವರೆ ಕೋಟಿಗೂ ಮಿಗಿಲಾಗಿ ಹಣ ಜಮಾ ಮಾಡಲಾಗುತ್ತಿದೆ ಎಂದರು. ಜಿಲ್ಲೆಯಲ್ಲಿ ಸದ್ಯ 2 ಲಕ್ಷಕ್ಕೂ ಅಧಿಕ ರಾಸುಗಳಿಗೆ ವಿಮೆ ಮಾಡಿಸಲಾಗುತ್ತಿದೆ. ಇದಕ್ಕಾಗಿ: [190, 867, 355, 1048]
- issue-date: Date:15-11-2025: [134, 202, 210, 214]
- nda-headline-line2: ಶಾಸಕ ಜ್ಯೋತಿಗಣೇಶ್ ಸಂತಸ: [752, 550, 883, 567]
- bjp-headline: ಬಿಜೆಪಿ ಸಂಭ್ರಮಾಚರಣೆ: [755, 224, 881, 242]
- bjp-article-body: ತಿಪಟೂರು : ನಗರದ ಸಿಂಗ್ರಿ ನಂಜಪ್ಪ ವೃತ್ತದ ಬಳಿ ಬಿಹಾರ ವಿಧಾನಸಭಾ ಚುನಾವಣೆಯಲ್ಲಿ ಎನ್‌ಡಿಎ ಮೈತ್ರಿ ಪಕ್ಷವು ಅತಿ ಹೆಚ್ಚು ಬಹುಮತ ಪಡೆದ ಹಿನ್ನೆಲೆಯಲ್ಲಿ ತಿಪಟೂರು ತಾಲೂಕು ಬಿಜೆಪಿ ಘಟಕವು ಪಟಾಕಿ ಸಿಡಿಸಿ, ಜಿಲೇಬಿ ಸಿಹಿ ಹಂಚಿಕೆ ಮಾಡಿ ಸಂಭ್ರಮಾಚರಣೆ ಮಾಡಿದರು. ಈ ಸಂದರ್ಭದಲ್ಲಿ ಬಿಜೆಪಿಯ ಜಿಲ್ಲಾ ಪ್ರಧಾನ ಕಾರ್ಯದರ್ಶಿ ಗಂಗರಾಜು, ಮಂಡಲ ಅಧ್ಯಕ್ಷ ಜಗದೀಶ್, ಮಾಜಿ ನಗರಸಭೆ ಅಧ್ಯಕ್ಷ ರಾಮ್‌ಮೋಹನ್, ಸದಸ್ಯರಾದ ಶಶಿಕಿರಣ್, ಪ್ರಸನ್ನಕುಮಾರ್, ಮೆಡಿಕಲ್ ಶ್ರೀನಿವಾಸ್, ಸಂಧ್ಯಾಕಿರಣ್, ಜಯಲಕ್ಷ್ಮಿ, ಪದ್ಮತಿಮ್ಮೇಗೌಡ, ಮೋಹನ್ ಕುಮಾರ್, ಕಾರ್ಯಕರ್ತರಾದ ವಿಕಾಸ್‌ನೊಣವಿನಕೆರೆ, ದಿಲೀಪ್‌ಸೂಗೂರು, ವಿಶ್ವದೀಪು ಗುರುಗದಹಳ್ಳಿಉಮಾಶಂಕರ್, ಚೇತನ್, ಹಾಲೇನಹಳ್ಳಿ ಮಂಜು, ಬಾಲರಾಜು, ಸಂತೋಷ್‌ಕೆರಗೋಡಿ, ಬಂಡಿ ಹಳ್ಳಿ ರಾಜು, ಈಚನೂರುಗಿರೀಶ್, ಮಂಜುನಾಥ್, ನಾಗೇಶ, ಸೇರಿದಂತೆ ಕಾರ್ಯಕರ್ತರು ಹಾಜರಿದ್ದರು.: [700, 336, 933, 464]
- nda-article-body: [700, 572, 935, 804]
- issue-day: ಶನಿವಾರ: [219, 202, 243, 213]
- veerappa-headline: ವ್ಯವಸ್ಥೆ ಸುಧಾರಣೆಗೆ ಸಮಾಜ ಬದಲಾಗಬೇಕಿದೆ: ನ್ಯಾ.ವೀರಪ್ಪ: [187, 1132, 824, 1169]
- nda-headline-line1: ಎನ್.ಡಿ.ಎ ಮೈತ್ರಿಕೂಟಕ್ಕೆ ಗೆಲುವು: [743, 531, 892, 547]
- masthead-title-pragathi: ಪ್ರಗತಿ: [418, 52, 581, 156]
- belagumba-body: ತುಮಕೂರು: ಗ್ರಾಮಾಂತರ ಕ್ಷೇತ್ರದ ಬೆಳಗುಂಬ ಗ್ರಾಮ ಪಂಚಾಯತಿ ಅಧ್ಯಕ್ಷರಾಗಿ ಅನ್ನಪೂರ್ಣ ರಾಜು ಹಾಗೂ ಉಪಾಧ್ಯಕ್ಷರಾಗಿ ಗಾಯತ್ರಿ ಅವರು ಅವಿರೋಧವಾಗಿ ಆಯ್ಕೆಯಾಗಿದ್ದಾರೆ. ಇದೇ ತಿಂಗಳು 12 ನೇ ತಾರೀಖಿನಂದು ನಡೆದ ಚುನಾವಣೆಯಲ್ಲಿ ಬೆಳಗುಂಬ ಗ್ರಾ.ಪಂನ 18 ಜನ ಸದಸ್ಯರು ಇವರನ್ನು ಅವಿರೋಧವಾಗಿ ಆಯ್ಕೆ ಮಾಡಿದ್ದಾರೆ. ಚುನಾವಣಾ ಅಧಿಕಾರಿಗಳಾಗಿ ತಾಲ್ಲೂಕು ಪಂಚಾಯತಿ ಕಾರ್ಯನಿರ್ವಾಹಕ ಅಧಿಕಾರಿ ಲಕ್ಷ್ಮೀನಾರಾಯಣ ಸ್ವಾಮಿ,ಅಭಿವೃದ್ಧಿ ಅಧಿಕಾರಿ ಯೋಗ ಶ್ರೀನಿವಾಸ್,ಕಾರ್ಯದರ್ಶಿ ಮರಿಸಾಸಲಯ್ಯ,ಬಿಲ್ ಕಲೆಕ್ಟರ್ ರಮೇಶ್,ಅಧಿಕಾರಿ ಲೋಕೇಶ್ ಕುಮಾರ್ ಕಾರ್ಯ ನಿರ್ವಹಿಸಿದ್ದರು.ಇದೇ ವೇಳೆಯಲ್ಲಿ ತಾಲ್ಲೂಕು ಪಂಚಾಯತಿ ಮಾಜಿ ಅಧ್ಯಕ್ಷ ಗಂಗಾಂಜನೇಯ ಗ್ರಾ.ಪಂ.ಮಾಜಿ ಅಧ್ಯಕ್ಷರು,ಸದಸ್ಯರು ಹಾಗೂ ಗ್ರಾಮಸ್ಥರು ಹಾಜರಿದ್ದರು.: [700, 945, 933, 1060]
- issue-number: Issue: 115: [79, 202, 125, 214]
- milk-col3: ವ್ಯವಸ್ಥಾಪಕ ಚಂದ್ರಶೇಖರ್ ಕೇದನೂರಿ, ಮುಖಂಡರಾದ ಸೋಮಣ್ಣ, ಬಿ.ಎಂ.ಎಸ್ ಉಮೇಶ್, ವೆಂಕಟೇಶ್, ಸಿದ್ದಲಿಂಗಪ್ಪ, ವಿಸ್ತರಣಾಧಿಕಾರಿಗಳಾದ ಕೆ.ಪಿ.ಮಂಜುನಾಥ್, ಎಸ್.ದಿವಾಕರ್, ಎನ್.ಕಿರಣ್ ಕುಮಾರ್, ಡಾ.ಲೋಹಿತ್, ಆರ್.ವೈ.ಸುನಿಲ್, ಸಂಘದ ಉಪಾಧ್ಯಕ್ಷ ಬಿ.ಕೆ.ನಾಗರಾಜು, ನಿರ್ದೇಶಕರಾದ ಗಂಗಾಧರಯ್ಯ, ಚೇತನ್, ಬಿ.ಗಂಗಾಧರಯ್ಯ, ಸೋಮಶೇಖರಯ್ಯ, ಗುರುಬಸವಯ್ಯ, ತಮ್ಮೇಗೌಡ, ಮಹದೇವಯ್ಯ, ಪುಷ್ಪಲತಾ, ಸರೋಜಮ್ಮ, ಕಾರ್ಯದರ್ಶಿ ಸದಾನಂದ್ ಸೇರಿದಂತೆ ಹಲವರು ಉಪಸ್ಥಿತರಿದ್ದರು.: [530, 957, 692, 1072]
- issue-info-bar: [20, 199, 925, 217]
- milk-inauguration-photo: [362, 866, 692, 952]
- masthead-tagline: ಜನಮನದ ಧ್ವನಿ: [596, 154, 663, 169]
